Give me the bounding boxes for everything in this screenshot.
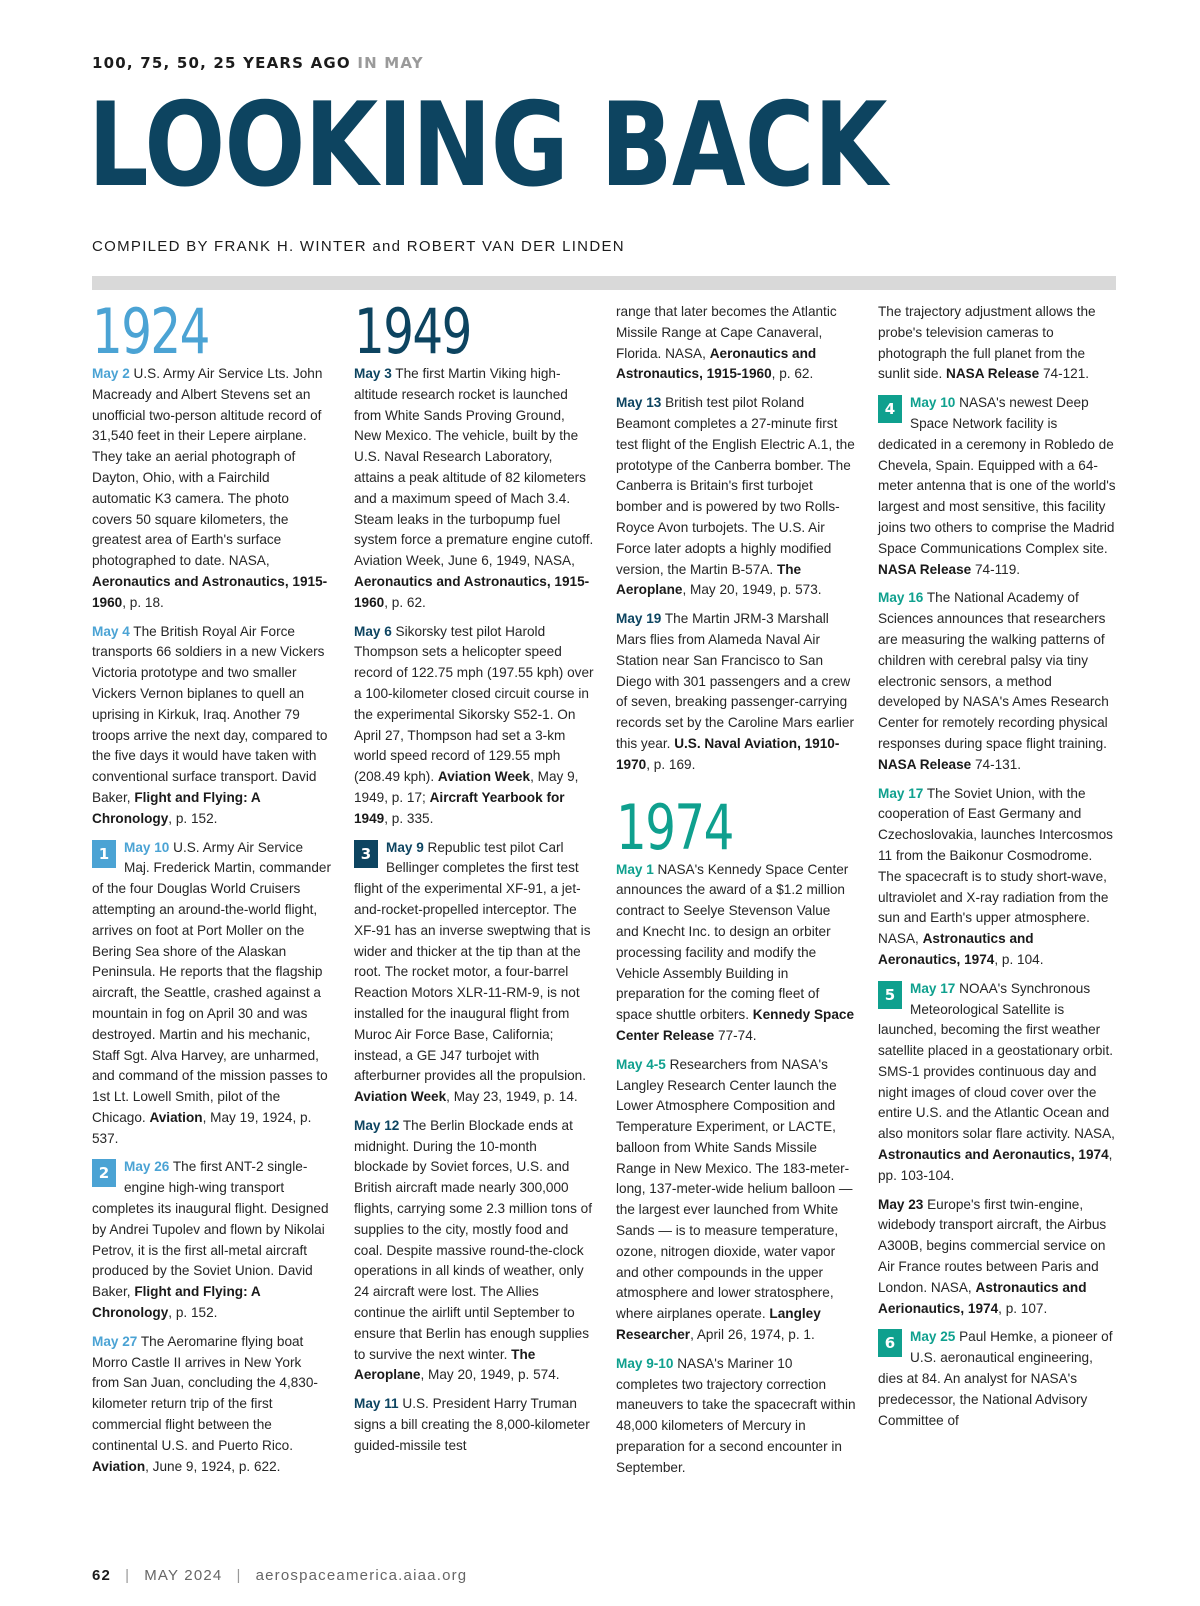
entry-source: Astronautics and Aerionautics, 1974 [878, 1279, 1087, 1316]
entry-date: May 12 [354, 1117, 400, 1133]
page-title: LOOKING BACK [88, 78, 887, 213]
entry-source-detail: , May 20, 1949, p. 574. [420, 1367, 560, 1383]
section-kicker [92, 54, 424, 72]
year-heading-1974: 1974 [616, 790, 733, 864]
entry-text: Europe's first twin-engine, widebody transport aircraft, the Airbus A300B, begins commercial service on Air France routes between Paris and London. NASA, [878, 1196, 1107, 1295]
entry-text: The Soviet Union, with the cooperation of East Germany and Czechoslovakia, launches Intercosmos 11 from the Baikonur Cosmodrome. The spacecraft is to study short-wave, ultraviolet and X-ray radiation from the sun and Earth's upper atmosphere. NASA, [878, 785, 1113, 947]
entry-source-detail: 74-131. [971, 756, 1022, 772]
entry-source-detail: , May 20, 1949, p. 573. [682, 582, 822, 598]
timeline-entry [878, 979, 1118, 1187]
entry-source: U.S. Naval Aviation, 1910-1970 [616, 735, 840, 772]
entry-text: The Aeromarine flying boat Morro Castle II arrives in New York from San Juan, concluding the 4,830-kilometer return trip of the first commercial flight between the continental U.S. and Puerto Rico. [92, 1333, 318, 1453]
column-1 [92, 295, 332, 1485]
entry-source-detail: 77-74. [714, 1027, 757, 1043]
entry-source: Kennedy Space Center Release [616, 1007, 855, 1043]
entry-source: NASA Release [946, 366, 1040, 382]
entry-source: NASA Release [878, 756, 972, 772]
entry-source: Astronautics and Aeronautics, 1974 [878, 931, 1034, 967]
entry-source-detail: , p. 107. [998, 1300, 1048, 1316]
entry-date: May 26 [124, 1159, 170, 1175]
kicker-month: IN MAY [357, 54, 424, 72]
timeline-entry [878, 1327, 1118, 1431]
entry-source: Aeronautics and Astronautics, 1915-1960 [354, 573, 590, 610]
entry-source: The Aeroplane [616, 561, 802, 598]
entry-text: Sikorsky test pilot Harold Thompson sets a helicopter speed record of 122.75 mph (197.55 kph) over a 100-kilometer closed circuit course in the experimental Sikorsky S52-1. On April 27, Thompson had set a 3-km world speed record of 129.55 mph (208.49 kph). [354, 623, 594, 785]
entry-number-badge: 4 [878, 395, 902, 423]
entry-source: Langley Researcher [616, 1306, 821, 1343]
entry-text: The National Academy of Sciences announces that researchers are measuring the walking patterns of children with cerebral palsy via tiny electronic sensors, a method developed by NASA's Ames Research Center for remotely recording physical responses during space flight training. [878, 590, 1109, 751]
timeline-entry [616, 609, 856, 775]
footer-separator: | [125, 1567, 131, 1584]
entry-source: Astronautics and Aeronautics, 1974 [878, 1147, 1109, 1163]
entry-source: Aviation Week [354, 1089, 447, 1105]
entry-date: May 23 [878, 1196, 924, 1212]
entries-1924 [92, 364, 332, 1477]
page-footer [92, 1567, 467, 1584]
timeline-entry [878, 1195, 1118, 1320]
entry-date: May 16 [878, 590, 924, 606]
timeline-entry [354, 838, 594, 1108]
entry-text: Paul Hemke, a pioneer of U.S. aeronautical engineering, dies at 84. An analyst for NASA's predecessor, the National Advisory Committee of [878, 1329, 1113, 1428]
entry-date: May 17 [878, 785, 924, 801]
entry-source-detail: , pp. 103-104. [878, 1147, 1113, 1183]
entry-text: U.S. President Harry Truman signs a bill creating the 8,000-kilometer guided-missile test [354, 1396, 590, 1453]
entry-date: May 9 [386, 839, 424, 855]
entry-source-detail: , April 26, 1974, p. 1. [690, 1327, 815, 1343]
entry-date: May 13 [616, 395, 662, 411]
entry-text: U.S. Army Air Service Maj. Frederick Martin, commander of the four Douglas World Cruisers attempting an around-the-world flight, arrives on foot at Port Moller on the Bering Sea shore of the Alaskan Peninsula. He reports that the flagship aircraft, the Seattle, crashed against a mountain in fog on April 30 and was destroyed. Martin and his mechanic, Staff Sgt. Alva Harvey, are unharmed, and command of the mission passes to 1st Lt. Lowell Smith, pilot of the Chicago. [92, 839, 331, 1125]
entry-source: Flight and Flying: A Chronology [92, 789, 261, 826]
entry-date: May 25 [910, 1329, 956, 1345]
entry-text: The first Martin Viking high-altitude research rocket is launched from White Sands Proving Ground, New Mexico. The vehicle, built by the U.S. Naval Research Laboratory, attains a peak altitude of 82 kilometers and a maximum speed of Mach 3.4. Steam leaks in the turbopump fuel system force a premature engine cutoff. Aviation Week, June 6, 1949, NASA, [354, 366, 594, 569]
entry-text: The first ANT-2 single-engine high-wing transport completes its inaugural flight. Designed by Andrei Tupolev and flown by Nikolai Petrov, it is the first all-metal aircraft produced by the Soviet Union. David Baker, [92, 1159, 329, 1300]
entry-text: NASA's Kennedy Space Center announces the award of a $1.2 million contract to Seelye Stevenson Value and Knecht Inc. to design an orbiter processing facility and modify the Vehicle Assembly Building in preparation for the coming fleet of space shuttle orbiters. [616, 861, 849, 1023]
entry-text: U.S. Army Air Service Lts. John Macready and Albert Stevens set an unofficial two-person altitude record of 31,540 feet in their Lepere airplane. They take an aerial photograph of Dayton, Ohio, with a Fairchild automatic K3 camera. The photo covers 50 square kilometers, the greatest area of Earth's surface photographed to date. NASA, [92, 366, 323, 569]
timeline-entry [92, 1332, 332, 1478]
column-3 [616, 302, 856, 1487]
timeline-entry [616, 860, 856, 1047]
entries-1974 [616, 860, 856, 1479]
timeline-entry [92, 838, 332, 1150]
entry-date: May 3 [354, 366, 392, 381]
timeline-entry [878, 588, 1118, 775]
entry-source-detail: , May 23, 1949, p. 14. [446, 1089, 578, 1105]
entry-source: Aeronautics and Astronautics, 1915-1960 [92, 573, 328, 610]
entries-1949 [354, 364, 594, 1457]
entry-date: May 6 [354, 623, 392, 639]
timeline-entry [92, 622, 332, 830]
entry-date: May 9-10 [616, 1355, 674, 1371]
entry-text: The Martin JRM-3 Marshall Mars flies from Alameda Naval Air Station near San Francisco to San Diego with 301 passengers and a crew of seven, breaking passenger-carrying records set by the Caroline Mars earlier this year. [616, 611, 854, 751]
entry-date: May 10 [124, 839, 170, 855]
entry-source-detail: , p. 152. [168, 1305, 218, 1321]
timeline-entry [878, 784, 1118, 971]
kicker-main: 100, 75, 50, 25 YEARS AGO [92, 54, 351, 72]
entry-source: The Aeroplane [354, 1346, 536, 1383]
entry-source: Aviation [92, 1458, 146, 1474]
entry-date: May 10 [910, 395, 956, 411]
entry-source: Aviation [149, 1109, 203, 1125]
timeline-entry [354, 1394, 594, 1456]
entry-source-detail: , p. 152. [168, 810, 218, 826]
year-heading-1924: 1924 [92, 295, 209, 368]
timeline-entry [354, 622, 594, 830]
timeline-entry [616, 302, 856, 385]
entry-text: NOAA's Synchronous Meteorological Satellite is launched, becoming the first weather satellite placed in a geostationary orbit. SMS-1 provides continuous day and night images of cloud cover over the entire U.S. and the Atlantic Ocean and also monitors solar flare activity. NASA, [878, 980, 1115, 1142]
entry-date: May 27 [92, 1333, 138, 1349]
header-divider [92, 276, 1116, 290]
entry-source-detail: , p. 62. [384, 594, 426, 610]
timeline-entry [616, 393, 856, 601]
entry-source: Aviation Week [437, 769, 531, 785]
entries-1974-continued [878, 302, 1118, 1431]
entry-source-detail: 74-119. [971, 561, 1021, 577]
entry-source-detail: , p. 18. [122, 594, 164, 610]
entry-source: NASA Release [878, 561, 972, 577]
column-4 [878, 302, 1118, 1439]
byline: COMPILED BY FRANK H. WINTER and ROBERT VAN DER LINDEN [92, 238, 625, 255]
entry-text: The Berlin Blockade ends at midnight. During the 10-month blockade by Soviet forces, U.S. and British aircraft made nearly 300,000 flights, carrying some 2.3 million tons of supplies to the city, mostly food and coal. Despite massive round-the-clock operations in all kinds of weather, only 24 aircraft were lost. The Allies continue the airlift until September to ensure that Berlin has enough supplies to survive the next winter. [354, 1117, 592, 1362]
entry-text: NASA's newest Deep Space Network facility is dedicated in a ceremony in Robledo de Chevela, Spain. Equipped with a 64-meter antenna that is one of the world's largest and most sensitive, this facility joins two others to comprise the Madrid Space Communications Complex site. [878, 395, 1116, 556]
entry-source-detail: , May 9, 1949, p. 17; [354, 769, 579, 805]
issue-date: MAY 2024 [144, 1567, 223, 1584]
entry-number-badge: 3 [354, 840, 378, 868]
entry-text: Researchers from NASA's Langley Research Center launch the Lower Atmosphere Composition and Temperature Experiment, or LACTE, balloon from White Sands Missile Range in New Mexico. The 183-meter-long, 137-meter-wide helium balloon — the largest ever launched from White Sands — is to measure temperature, ozone, nitrogen dioxide, water vapor and other compounds in the upper atmosphere and lower stratosphere, where airplanes operate. [616, 1056, 853, 1322]
entry-source-detail: , p. 62. [771, 366, 814, 382]
entry-date: May 4 [92, 623, 130, 639]
entry-source-detail: , May 19, 1924, p. 537. [92, 1109, 312, 1146]
timeline-entry [616, 1055, 856, 1346]
entry-text: Republic test pilot Carl Bellinger completes the first test flight of the experimental XF-91, a jet-and-rocket-propelled interceptor. The XF-91 has an inverse sweptwing that is wider and thicker at the tip than at the root. The rocket motor, a four-barrel Reaction Motors XLR-11-RM-9, is not installed for the inaugural flight from Muroc Air Force Base, California; instead, a GE J47 turbojet with afterburner provides all the propulsion. [354, 839, 591, 1084]
entry-source-detail: , p. 169. [646, 756, 696, 772]
timeline-entry [92, 1157, 332, 1323]
timeline-entry [354, 364, 594, 614]
entry-text: range that later becomes the Atlantic Missile Range at Cape Canaveral, Florida. NASA, [616, 304, 837, 361]
entry-number-badge: 1 [92, 840, 116, 868]
entry-source-detail: 74-121. [1039, 366, 1090, 382]
entry-text: The British Royal Air Force transports 66 soldiers in a new Vickers Victoria prototype and two smaller Vickers Vernon biplanes to quell an uprising in Kirkuk, Iraq. Another 79 troops arrive the next day, compared to the five days it would have taken with conventional surface transport. David Baker, [92, 623, 328, 805]
entry-date: May 17 [910, 980, 956, 996]
timeline-entry [92, 364, 332, 614]
entry-text: The trajectory adjustment allows the probe's television cameras to photograph the full planet from the sunlit side. [878, 304, 1096, 382]
timeline-entry [878, 393, 1118, 580]
entry-source: Flight and Flying: A Chronology [92, 1284, 261, 1321]
entry-date: May 4-5 [616, 1056, 666, 1072]
entry-source-detail: , p. 104. [994, 951, 1044, 967]
entry-source: Aeronautics and Astronautics, 1915-1960 [616, 345, 817, 382]
entry-source-detail: , p. 335. [384, 810, 434, 826]
entry-source: Aircraft Yearbook for 1949 [354, 789, 565, 826]
entries-1949-continued [616, 302, 856, 776]
entry-number-badge: 5 [878, 981, 902, 1009]
entry-text: British test pilot Roland Beamont completes a 27-minute first test flight of the English Electric A.1, the prototype of the Canberra bomber. The Canberra is Britain's first turbojet bomber and is powered by two Rolls-Royce Avon turbojets. The U.S. Air Force later adopts a highly modified version, the Martin B-57A. [616, 395, 855, 577]
entry-number-badge: 6 [878, 1329, 902, 1357]
timeline-entry [616, 1354, 856, 1479]
page-number: 62 [92, 1567, 112, 1584]
year-heading-1949: 1949 [354, 295, 471, 368]
timeline-entry [354, 1116, 594, 1386]
entry-date: May 11 [354, 1396, 399, 1412]
website-link[interactable]: aerospaceamerica.aiaa.org [255, 1567, 468, 1584]
entry-date: May 1 [616, 861, 654, 877]
entry-date: May 2 [92, 366, 130, 381]
footer-separator: | [236, 1567, 242, 1584]
entry-source-detail: , June 9, 1924, p. 622. [145, 1458, 281, 1474]
column-2 [354, 295, 594, 1465]
entry-date: May 19 [616, 611, 662, 627]
timeline-entry [878, 302, 1118, 385]
entry-number-badge: 2 [92, 1159, 116, 1187]
entry-text: NASA's Mariner 10 completes two trajectory correction maneuvers to take the spacecraft within 48,000 kilometers of Mercury in preparation for a second encounter in September. [616, 1355, 856, 1475]
